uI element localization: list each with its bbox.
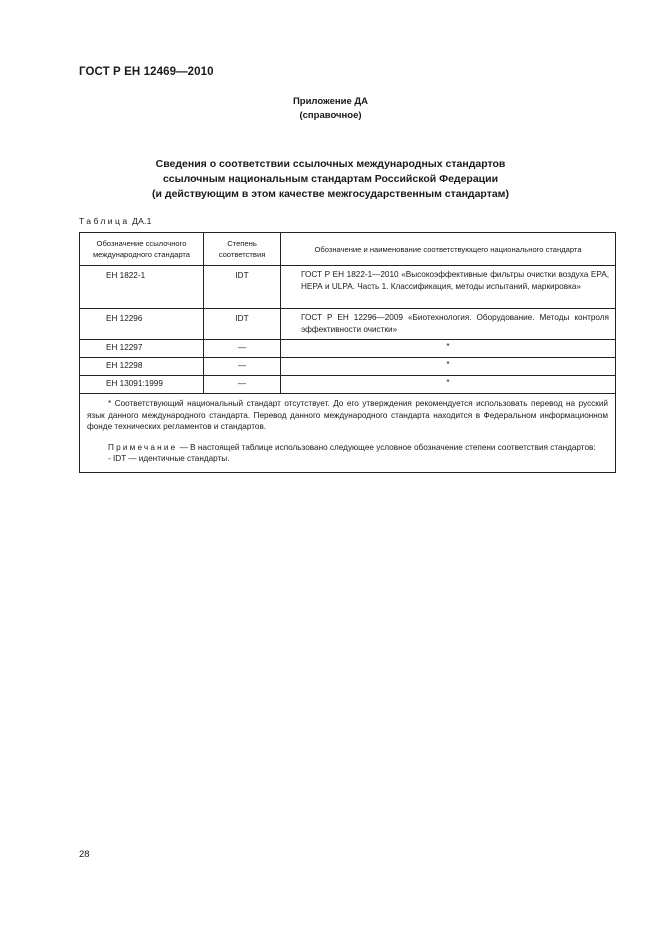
national-standard-cell: * <box>281 358 616 376</box>
table-caption <box>79 216 152 226</box>
table-header-row <box>80 233 616 266</box>
reference-cell: ЕН 12298 <box>80 358 204 376</box>
appendix-heading <box>0 95 661 123</box>
appendix-kind: (справочное) <box>299 110 362 121</box>
table-row <box>80 266 616 309</box>
reference-cell: ЕН 1822-1 <box>80 266 204 309</box>
national-standard-cell: * <box>281 376 616 394</box>
table-row <box>80 309 616 340</box>
title-line-3: (и действующим в этом качестве межгосударственным стандартам) <box>152 188 509 200</box>
degree-cell: — <box>204 340 281 358</box>
table-caption-label: Таблица <box>79 216 130 226</box>
correspondence-table <box>79 232 616 473</box>
title-line-2: ссылочным национальным стандартам Российской Федерации <box>162 173 499 185</box>
column-header-degree: Степень соответствия <box>204 233 281 266</box>
reference-cell: ЕН 12296 <box>80 309 204 340</box>
page-number: 28 <box>79 849 90 860</box>
note-list-item: - IDT — идентичные стандарты. <box>108 454 230 463</box>
table-footer-row <box>80 394 616 473</box>
degree-cell: IDT <box>204 266 281 309</box>
standard-code: ГОСТ Р ЕН 12469—2010 <box>79 66 214 78</box>
table-row <box>80 358 616 376</box>
column-header-national: Обозначение и наименование соответствующего национального стандарта <box>281 233 616 266</box>
table-row <box>80 376 616 394</box>
national-standard-cell <box>281 309 616 340</box>
table-caption-number: ДА.1 <box>129 216 152 226</box>
appendix-name: Приложение ДА <box>292 96 369 107</box>
degree-cell: — <box>204 358 281 376</box>
note-text: — В настоящей таблице использовано следующее условное обозначение степени соответствия стандартов: <box>177 442 596 452</box>
degree-cell: IDT <box>204 309 281 340</box>
footnote: * Соответствующий национальный стандарт отсутствует. До его утверждения рекомендуется использовать перевод на русский язык данного международного стандарта. Перевод данного международного стандарта находится в Федеральном информационном фонде технических регламентов и стандартов. <box>87 399 608 431</box>
degree-cell: — <box>204 376 281 394</box>
table-note <box>87 442 608 454</box>
national-standard-text: ГОСТ Р ЕН 12296—2009 «Биотехнология. Оборудование. Методы контроля эффективности очистки» <box>301 313 609 334</box>
table-row <box>80 340 616 358</box>
title-line-1: Сведения о соответствии ссылочных международных стандартов <box>155 158 506 170</box>
document-title <box>0 157 661 202</box>
note-label: Примечание <box>108 442 178 452</box>
national-standard-cell <box>281 266 616 309</box>
national-standard-text: ГОСТ Р ЕН 1822-1—2010 «Высокоэффективные фильтры очистки воздуха ЕРА, НЕРА и ULPA. Часть 1. Классификация, методы испытаний, маркировка» <box>301 270 609 291</box>
table-footnotes <box>80 394 616 473</box>
column-header-reference: Обозначение ссылочного международного стандарта <box>80 233 204 266</box>
reference-cell: ЕН 12297 <box>80 340 204 358</box>
national-standard-cell: * <box>281 340 616 358</box>
reference-cell: ЕН 13091:1999 <box>80 376 204 394</box>
